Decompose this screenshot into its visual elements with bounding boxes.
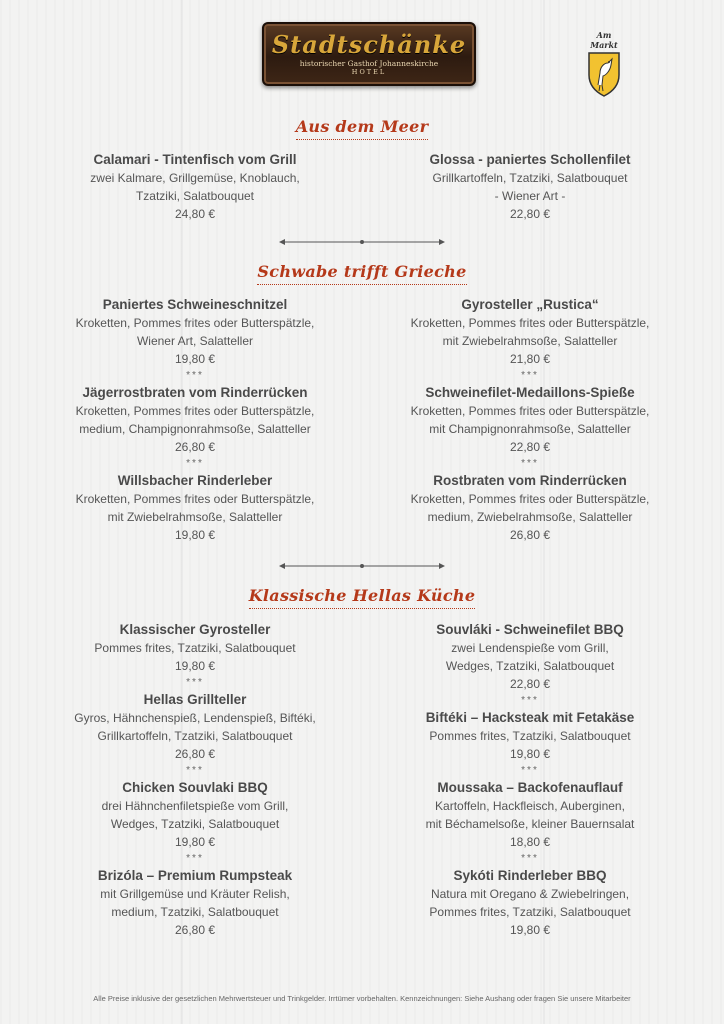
dish-description: Kroketten, Pommes frites oder Butterspätzle, (75, 492, 315, 506)
dish-description: Kroketten, Pommes frites oder Butterspätzle, (410, 404, 650, 418)
menu-item (380, 296, 680, 368)
menu-item (380, 709, 680, 763)
item-separator: *** (186, 853, 204, 864)
dish-description: Kroketten, Pommes frites oder Butterspätzle, (75, 316, 315, 330)
menu-item (45, 151, 345, 223)
dish-description: Pommes frites, Tzatziki, Salatbouquet (429, 729, 631, 743)
dish-name: Souvláki - Schweinefilet BBQ (436, 622, 624, 637)
dish-name: Moussaka – Backofenauflauf (437, 780, 623, 795)
menu-item (380, 472, 680, 544)
item-separator: *** (521, 765, 539, 776)
dish-description: Tzatziki, Salatbouquet (135, 189, 255, 203)
crest-logo (584, 30, 624, 90)
dish-description: mit Zwiebelrahmsoße, Salatteller (107, 510, 283, 524)
dish-price: 26,80 € (174, 923, 216, 937)
dish-price: 26,80 € (509, 528, 551, 542)
item-separator: *** (521, 853, 539, 864)
dish-name: Schweinefilet-Medaillons-Spieße (425, 385, 635, 400)
dish-name: Rostbraten vom Rinderrücken (433, 473, 627, 488)
menu-item (380, 384, 680, 456)
dish-name: Glossa - paniertes Schollenfilet (429, 152, 631, 167)
dish-description: medium, Tzatziki, Salatbouquet (111, 905, 279, 919)
dish-price: 22,80 € (509, 440, 551, 454)
dish-description: Kartoffeln, Hackfleisch, Auberginen, (435, 799, 625, 813)
logo-title: Stadtschänke (271, 30, 467, 59)
menu-item (45, 779, 345, 851)
dish-description: mit Grillgemüse und Kräuter Relish, (100, 887, 290, 901)
item-separator: *** (521, 458, 539, 469)
dish-price: 22,80 € (509, 207, 551, 221)
dish-price: 26,80 € (174, 440, 216, 454)
dish-price: 22,80 € (509, 677, 551, 691)
dish-name: Klassischer Gyrosteller (119, 622, 271, 637)
section-title-meer: Aus dem Meer (0, 117, 724, 140)
menu-item (380, 867, 680, 939)
dish-name: Gyrosteller „Rustica“ (461, 297, 599, 312)
dish-name: Calamari - Tintenfisch vom Grill (93, 152, 297, 167)
section-title-hellas: Klassische Hellas Küche (0, 586, 724, 609)
dish-description: Kroketten, Pommes frites oder Butterspätzle, (75, 404, 315, 418)
section-title-schwabe: Schwabe trifft Grieche (0, 262, 724, 285)
dish-description: Wedges, Tzatziki, Salatbouquet (445, 659, 615, 673)
dish-price: 19,80 € (174, 528, 216, 542)
dish-price: 26,80 € (174, 747, 216, 761)
dish-price: 24,80 € (174, 207, 216, 221)
dish-description: zwei Lendenspieße vom Grill, (451, 641, 609, 655)
section-schwabe-right (380, 296, 680, 544)
item-separator: *** (186, 370, 204, 381)
section-hellas-right (380, 621, 680, 939)
menu-item (45, 384, 345, 456)
menu-item (380, 621, 680, 693)
dish-name: Brizóla – Premium Rumpsteak (97, 868, 293, 883)
dish-name: Chicken Souvlaki BBQ (122, 780, 268, 795)
dish-description: - Wiener Art - (494, 189, 566, 203)
dish-price: 19,80 € (174, 659, 216, 673)
dish-description: Wedges, Tzatziki, Salatbouquet (110, 817, 280, 831)
dish-price: 21,80 € (509, 352, 551, 366)
crest-text: Am Markt (590, 30, 618, 50)
dish-price: 19,80 € (509, 923, 551, 937)
footer-note: Alle Preise inklusive der gesetzlichen Mehrwertsteuer und Trinkgelder. Irrtümer vorbehalten. Kennzeichnungen: Siehe Aushang oder fragen Sie unsere Mitarbeiter (93, 994, 631, 1003)
dish-description: Wiener Art, Salatteller (136, 334, 254, 348)
restaurant-logo (262, 22, 476, 86)
section-meer-right (380, 151, 680, 223)
dish-name: Willsbacher Rinderleber (117, 473, 273, 488)
dish-name: Hellas Grillteller (143, 692, 247, 707)
menu-item (45, 296, 345, 368)
section-meer-left (45, 151, 345, 223)
dish-description: mit Champignonrahmsoße, Salatteller (429, 422, 631, 436)
logo-subtitle: historischer Gasthof Johanneskirche (299, 59, 439, 68)
dish-name: Jägerrostbraten vom Rinderrücken (82, 385, 308, 400)
dish-description: mit Béchamelsoße, kleiner Bauernsalat (425, 817, 635, 831)
dish-description: Pommes frites, Tzatziki, Salatbouquet (429, 905, 631, 919)
logo-hotel: HOTEL (351, 68, 387, 76)
dish-description: Natura mit Oregano & Zwiebelringen, (430, 887, 630, 901)
dish-name: Sykóti Rinderleber BBQ (453, 868, 607, 883)
dish-price: 19,80 € (174, 835, 216, 849)
item-separator: *** (186, 765, 204, 776)
dish-description: medium, Champignonrahmsoße, Salatteller (79, 422, 311, 436)
item-separator: *** (186, 458, 204, 469)
ornament-divider (277, 561, 447, 571)
dish-description: drei Hähnchenfiletspieße vom Grill, (101, 799, 289, 813)
dish-description: medium, Zwiebelrahmsoße, Salatteller (427, 510, 633, 524)
dish-price: 19,80 € (509, 747, 551, 761)
dish-description: Grillkartoffeln, Tzatziki, Salatbouquet (97, 729, 293, 743)
menu-item (380, 779, 680, 851)
menu-item (45, 867, 345, 939)
dish-name: Biftéki – Hacksteak mit Fetakäse (425, 710, 635, 725)
ornament-divider (277, 237, 447, 247)
section-hellas-left (45, 621, 345, 939)
dish-name: Paniertes Schweineschnitzel (102, 297, 288, 312)
dish-description: Kroketten, Pommes frites oder Butterspätzle, (410, 492, 650, 506)
item-separator: *** (521, 370, 539, 381)
section-schwabe-left (45, 296, 345, 544)
dish-description: Gyros, Hähnchenspieß, Lendenspieß, Biftéki, (74, 711, 316, 725)
dish-description: Kroketten, Pommes frites oder Butterspätzle, (410, 316, 650, 330)
dish-description: mit Zwiebelrahmsoße, Salatteller (442, 334, 618, 348)
dish-description: Grillkartoffeln, Tzatziki, Salatbouquet (432, 171, 628, 185)
dish-price: 19,80 € (174, 352, 216, 366)
header (0, 18, 724, 88)
menu-item (45, 472, 345, 544)
dish-description: Pommes frites, Tzatziki, Salatbouquet (94, 641, 296, 655)
dish-description: zwei Kalmare, Grillgemüse, Knoblauch, (90, 171, 300, 185)
menu-item (380, 151, 680, 223)
stork-crest-icon (586, 51, 622, 97)
item-separator: *** (186, 677, 204, 688)
menu-item (45, 691, 345, 763)
item-separator: *** (521, 695, 539, 706)
menu-item (45, 621, 345, 675)
dish-price: 18,80 € (509, 835, 551, 849)
